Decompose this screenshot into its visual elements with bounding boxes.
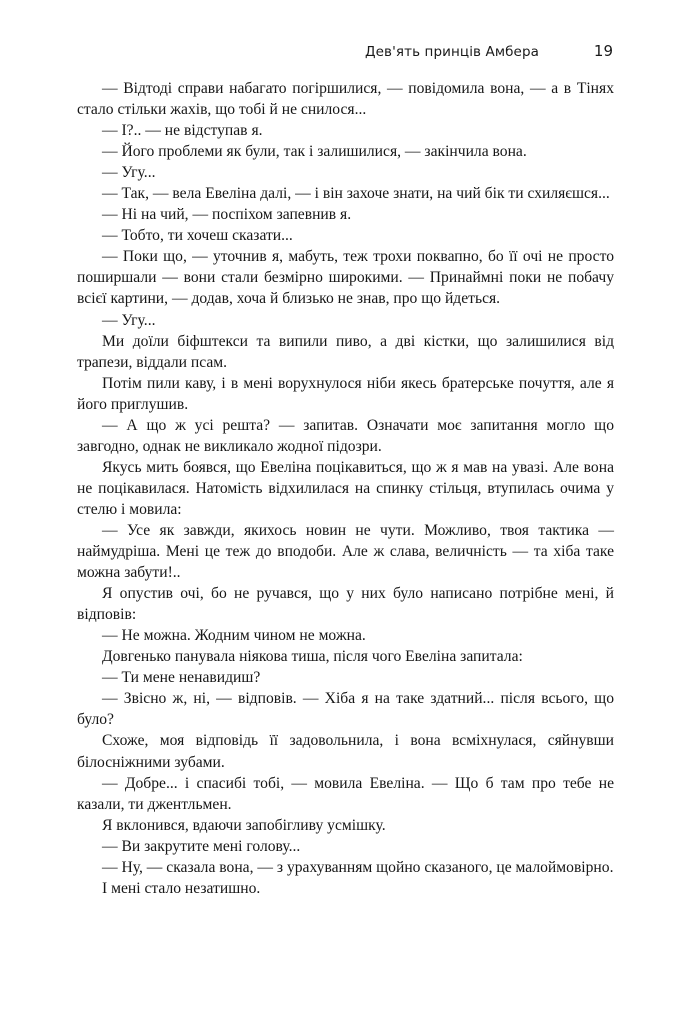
paragraph: — Ні на чий, — поспіхом запевнив я. <box>102 206 352 224</box>
running-head-title: Дев'ять принців Амбера <box>364 44 539 60</box>
running-head <box>77 42 613 64</box>
paragraph: — Ти мене ненавидиш? <box>102 669 261 687</box>
paragraph: — Угу... <box>102 311 156 329</box>
paragraph: — Усе як завжди, якихось новин не чути. Можливо, твоя тактика — наймудріша. Мені це теж до вподоби. Але ж слава, величність — та хіба таке можна забути!.. <box>77 521 614 582</box>
paragraph: — Ну, — сказала вона, — з урахуванням щойно сказаного, це малоймовірно. <box>102 858 614 876</box>
paragraph: — Добре... і спасибі тобі, — мовила Евеліна. — Що б там про тебе не казали, ти джентльмен. <box>77 774 614 813</box>
paragraph: — Так, — вела Евеліна далі, — і він захоче знати, на чий бік ти схиляєшся... <box>102 185 610 203</box>
paragraph: — Ви закрутите мені голову... <box>102 837 301 855</box>
paragraph: Ми доїли біфштекси та випили пиво, а дві кістки, що залишилися від трапези, віддали псам. <box>77 332 614 371</box>
paragraph: Довгенько панувала ніякова тиша, після чого Евеліна запитала: <box>102 648 523 666</box>
paragraph: Я вклонився, вдаючи запобігливу усмішку. <box>102 816 386 834</box>
paragraph: — Не можна. Жодним чином не можна. <box>102 627 366 645</box>
paragraph: — Тобто, ти хочеш сказати... <box>102 227 293 245</box>
paragraph: І мені стало незатишно. <box>102 879 261 897</box>
paragraph: Якусь мить боявся, що Евеліна поцікавиться, що ж я мав на увазі. Але вона не поцікавилася. Натомість відхилилася на спинку стільця, втупилась очима у стелю і мовила: <box>77 458 614 518</box>
paragraph: — А що ж усі решта? — запитав. Означати моє запитання могло що завгодно, однак не викликало жодної підозри. <box>77 416 614 455</box>
paragraph: — Поки що, — уточнив я, мабуть, теж трохи поквапно, бо її очі не просто поширшали — вони стали безмірно широкими. — Принаймні поки не побачу всієї картини, — додав, хоча й близько не знав, про що йдеться. <box>77 248 614 308</box>
page-number: 19 <box>593 42 613 60</box>
paragraph: — Угу... <box>102 164 156 182</box>
paragraph: Я опустив очі, бо не ручався, що у них було написано потрібне мені, й відповів: <box>77 585 614 624</box>
paragraph: — Відтоді справи набагато погіршилися, — повідомила вона, — а в Тінях стало стільки жахів, що тобі й не снилося... <box>77 80 614 119</box>
paragraph: Потім пили каву, і в мені ворухнулося ніби якесь братерське почуття, але я його приглушив. <box>77 374 614 413</box>
paragraph: — Звісно ж, ні, — відповів. — Хіба я на таке здатний... після всього, що було? <box>77 690 614 729</box>
paragraph: Схоже, моя відповідь її задовольнила, і вона всміхнулася, сяйнувши білосніжними зубами. <box>77 732 614 771</box>
paragraph: — І?.. — не відступав я. <box>102 122 263 140</box>
paragraph: — Його проблеми як були, так і залишилися, — закінчила вона. <box>102 143 527 161</box>
body-text-block <box>77 78 614 899</box>
